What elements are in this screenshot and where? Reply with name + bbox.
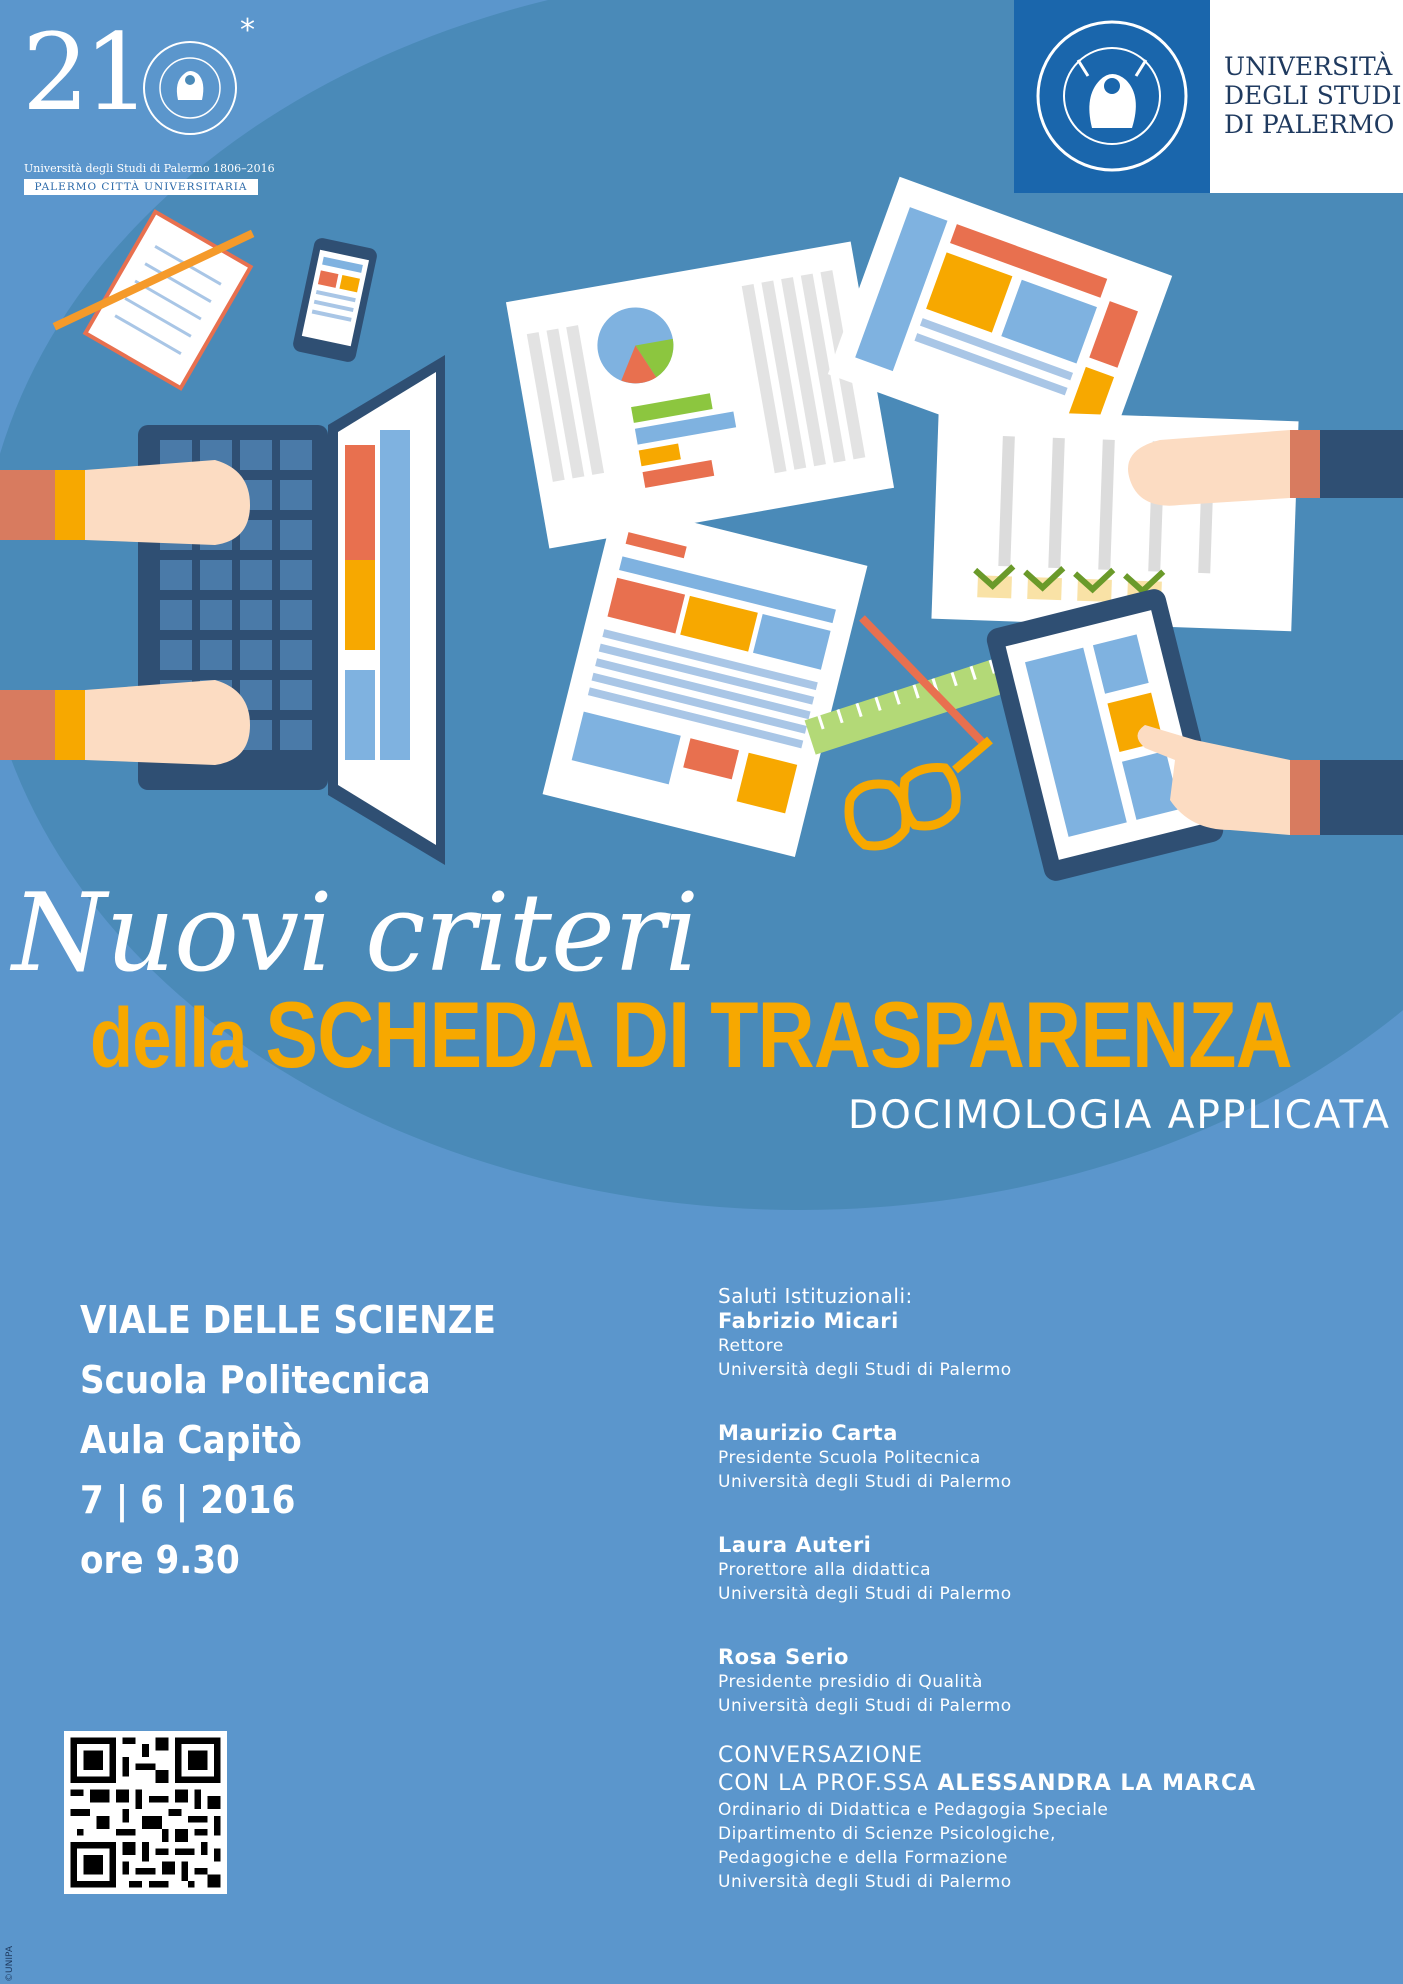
speaker-role: Rettore [718,1336,784,1356]
university-name-line3: DI PALERMO [1224,110,1395,139]
qr-code-icon[interactable] [64,1731,227,1894]
anniversary-number: 21 [22,11,145,134]
anniversary-star: * [240,13,255,48]
speaker-role: Presidente presidio di Qualità [718,1672,983,1692]
venue-info [80,1290,542,1590]
speaker-entry [718,1532,1358,1606]
conversation-block [718,1742,1358,1894]
university-logo-mark [1014,0,1210,193]
conversation-guest-name: ALESSANDRA LA MARCA [937,1771,1257,1796]
guest-department: Dipartimento di Scienze Psicologiche, [718,1824,1056,1844]
speaker-entry [718,1420,1358,1494]
speaker-entry [718,1284,1358,1382]
anniversary-subtitle: Università degli Studi di Palermo 1806–2016 [24,162,275,175]
anniversary-band: PALERMO CITTÀ UNIVERSITARIA [24,179,258,195]
speakers-list [718,1284,1358,1894]
credit-text: ©UNIPA [5,1946,15,1982]
speaker-affiliation: Università degli Studi di Palermo [718,1360,1012,1380]
speaker-affiliation: Università degli Studi di Palermo [718,1472,1012,1492]
guest-department-cont: Pedagogiche e della Formazione [718,1848,1008,1868]
speaker-affiliation: Università degli Studi di Palermo [718,1584,1012,1604]
university-name-line2: DEGLI STUDI [1224,81,1402,110]
guest-role: Ordinario di Didattica e Pedagogia Speciale [718,1800,1109,1820]
speaker-name: Laura Auteri [718,1533,872,1557]
speakers-heading: Saluti Istituzionali: [718,1284,913,1308]
anniversary-logo [22,11,275,193]
venue-school: Scuola Politecnica [80,1358,431,1402]
title-line1: Nuovi criteri [12,871,699,996]
university-seal-icon [140,38,240,138]
speaker-entry [718,1644,1358,1718]
speaker-name: Maurizio Carta [718,1421,898,1445]
right-hand-top-icon [1128,430,1403,506]
event-time: ore 9.30 [80,1538,240,1582]
conversation-heading: CONVERSAZIONE [718,1743,924,1768]
speaker-role: Presidente Scuola Politecnica [718,1448,981,1468]
conversation-guest [718,1770,1358,1798]
event-date: 7 | 6 | 2016 [80,1478,296,1522]
speaker-affiliation: Università degli Studi di Palermo [718,1696,1012,1716]
speaker-name: Fabrizio Micari [718,1309,899,1333]
guest-affiliation: Università degli Studi di Palermo [718,1872,1012,1892]
title-line2 [90,982,1292,1087]
laptop-icon [138,355,445,865]
conversation-prefix: CON LA PROF.SSA [718,1771,930,1796]
title-line2-prefix: della [90,991,247,1085]
university-seal-icon [1032,16,1192,176]
speaker-name: Rosa Serio [718,1645,849,1669]
venue-street: VIALE DELLE SCIENZE [80,1298,496,1342]
venue-room: Aula Capitò [80,1418,302,1462]
university-name [1224,52,1401,139]
credit [3,1926,17,1984]
university-logo [1014,0,1403,193]
speaker-role: Prorettore alla didattica [718,1560,931,1580]
university-name-line1: UNIVERSITÀ [1224,52,1393,81]
title-line3: DOCIMOLOGIA APPLICATA [848,1093,1391,1138]
title-line2-emphasis: SCHEDA DI TRASPARENZA [265,982,1292,1087]
